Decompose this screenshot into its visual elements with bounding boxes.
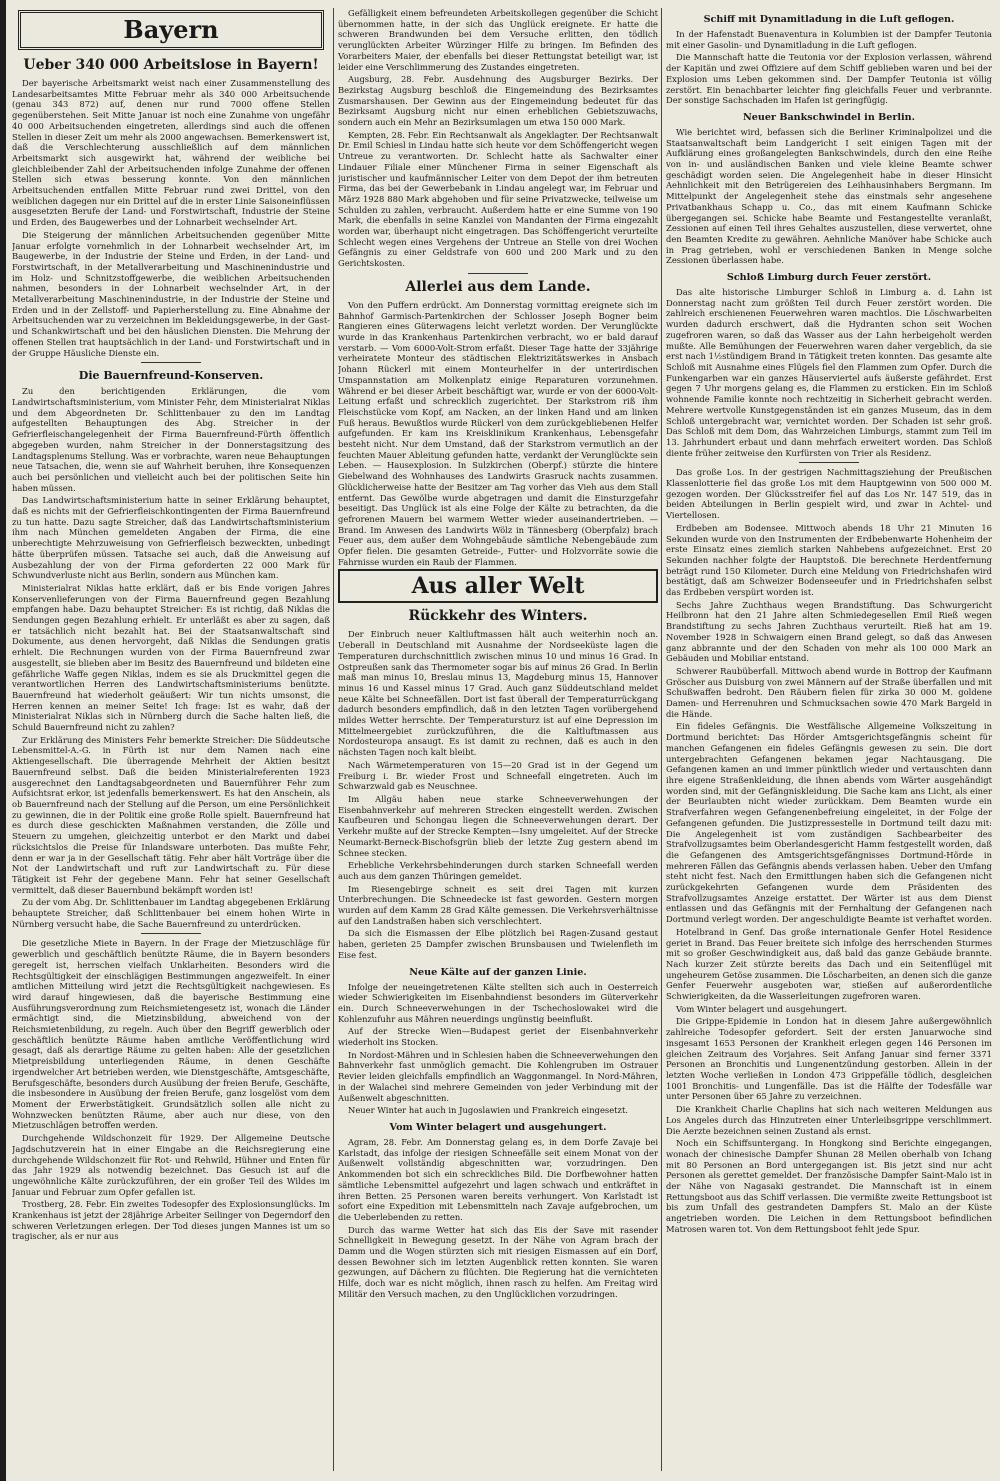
article-paragraph: In der Hafenstadt Buenaventura in Kolumbien ist der Dampfer Teutonia mit einer Gasolin- und Dynamitladung in die Luft geflogen. bbox=[666, 29, 992, 50]
article-paragraph: Das Landwirtschaftsministerium hatte in seiner Erklärung behauptet, daß es nichts mit der Gefrierfleischkontingenten der Firma Bauernfreund zu tun hatte. Dazu sagte Streicher, daß das Landwirtschaftsministerium ihm nach München gemeldeten Angaben der Firma, die eine unberechtigte Mehrzuweisung von Gefrierfleisch bezweckten, unbedingt hätte überprüfen müssen. Tatsache sei auch, daß die Anweisung auf Ausbezahlung der von der Firma geforderten 22 000 Mark für Schwundverluste nicht aus Berlin, sondern aus München kam. bbox=[12, 495, 330, 581]
article-paragraph: Das große Los. In der gestrigen Nachmittagsziehung der Preußischen Klassenlotterie fiel das große Los mit dem Hauptgewinn von 500 000 M. gezogen worden. Der Glücksstreifer fiel auf das Los Nr. 147 519, das in beiden Abteilungen in Berlin gespielt wird, und zwar in Achtel- und Viertellosen. bbox=[666, 467, 992, 521]
article-heading: Schiff mit Dynamitladung in die Luft geflogen. bbox=[703, 14, 955, 25]
article-paragraph: Augsburg, 28. Febr. Ausdehnung des Augsburger Bezirks. Der Bezirkstag Augsburg beschloß die Eingemeindung des Bezirksamtes Zusmarshausen. Der Gewinn aus der Eingemeindung bedeutet für das Bezirksamt Augsburg nicht nur einen erheblichen Gebietszuwachs, sondern auch ein Mehr an Bezirksumlagen um etwa 150 000 Mark. bbox=[338, 74, 658, 128]
article-paragraph: Hotelbrand in Genf. Das große internationale Genfer Hotel Residence geriet in Brand. Das Feuer breitete sich infolge des herrschenden Sturmes mit so großer Geschwindigkeit aus, daß bald das ganze Gebäude brannte. Nach kurzer Zeit stürzte bereits das Dach und ein Seitenflügel mit ungeheurem Getöse zusammen. Die Löscharbeiten, an denen sich die ganze Genfer Feuerwehr ausgeboten war, stießen auf außerordentliche Schwierigkeiten, da die Wasserleitungen zugefroren waren. bbox=[666, 926, 992, 1002]
article-paragraph: Kempten, 28. Febr. Ein Rechtsanwalt als Angeklagter. Der Rechtsanwalt Dr. Emil Schiesl in Lindau hatte sich heute vor dem Schöffengericht wegen Untreue zu verantworten. Dr. Schlecht hatte als Sachwalter einer Lindauer Filiale einer Münchener Firma in seiner Eigenschaft als juristischer und kaufmännischer Leiter von dem Depot der ihm betreuten Firma, das bei der Gewerbebank in Lindau angelegt war, im Februar und März 1928 880 Mark abgehoben und für seine Privatzwecke, teilweise um Schulden zu zahlen, verbraucht. Außerdem hatte er eine Summe von 190 Mark, die ebenfalls in seine Kanzlei von Mandanten der Firma eingezahlt worden war, überhaupt nicht eingetragen. Das Schöffengericht verurteilte Schlecht wegen eines Vergehens der Untreue an Stelle von drei Wochen Gefängnis zu einer Geldstrafe von 600 und 200 Mark und zu den Gerichtskosten. bbox=[338, 129, 658, 269]
article-paragraph: Erdbeben am Bodensee. Mittwoch abends 18 Uhr 21 Minuten 16 Sekunden wurde von den Instrumenten der Erdbebenwarte Hohenheim der erste Einsatz eines ziemlich starken Nahbebens aufgezeichnet. Erst 20 Sekunden nachher folgte der Hauptstoß. Die berechnete Herdentfernung beträgt rund 150 Kilometer. Durch eine Meldung von Friedrichshafen wird bestätigt, daß am Schweizer Bodenseeufer und in Friedrichshafen selbst das Erdbeben verspürt worden ist. bbox=[666, 522, 992, 598]
column-middle bbox=[338, 8, 658, 1471]
article-paragraph: Neuer Winter hat auch in Jugoslawien und Frankreich eingesetzt. bbox=[348, 1105, 628, 1116]
page-edge-shadow bbox=[0, 0, 6, 1481]
article-paragraph: Die Mannschaft hatte die Teutonia vor der Explosion verlassen, während der Kapitän und zwei Offiziere auf dem Schiff geblieben waren und bei der Explosion ums Leben gekommen sind. Der Dampfer Teutonia ist völlig zerstört. Ein benachbarter leichter fing gleichfalls Feuer und verbrannte. Der sonstige Sachschaden im Hafen ist geringfügig. bbox=[666, 52, 992, 106]
article-paragraph: Zu den berichtigenden Erklärungen, die vom Landwirtschaftsministerium, vom Minister Fehr, dem Ministerialrat Niklas und dem Abgeordneten Dr. Schlittenbauer zu den im Landtag aufgestellten Behauptungen des Abg. Streicher in der Gefrierfleischangelegenheit der Firma Bauernfreund-Fürth öffentlich abgegeben wurden, nahm Streicher in der Donnerstagsitzung des Landtagsplenums Stellung. Was er vorbrachte, waren neue Behauptungen neue Tatsachen, die, wenn sie auf Wahrheit beruhen, ihre Konsequenzen auch bei persönlichen und vielleicht auch bei der politischen Seite hin haben müssen. bbox=[12, 386, 330, 493]
article-paragraph: Das alte historische Limburger Schloß in Limburg a. d. Lahn ist Donnerstag nacht zum größten Teil durch Feuer zerstört worden. Die zahlreich erschienenen Feuerwehren waren machtlos. Die Löschwarbeiten wurden dadurch erschwert, daß die Hydranten schon seit Wochen zugefroren waren, so daß das Wasser aus der Lahn herbeigeholt werden mußte. Alle Bemühungen der Feuerwehren waren daher vergeblich, da sie erst nach 1½stündigem Brand in Tätigkeit treten konnten. Das gesamte alte Schloß mit Ausnahme eines Flügels fiel den Flammen zum Opfer. Durch die Funkengarben war ein ganzes Häuserviertel aufs äußerste gefährdet. Erst gegen 7 Uhr morgens gelang es, die Flammen zu ersticken. Ein im Schloß wohnende Familie konnte noch rechtzeitig in Sicherheit gebracht werden. Mehrere wertvolle Kunstgegenständen ist ein ganzes Museum, das in dem Schloß untergebracht war, vernichtet worden. Der Schaden ist sehr groß. Das Schloß mit dem Dom, das Wahrzeichen Limburgs, stammt zum Teil im 13. Jahrhundert erbaut und dann mehrfach erweitert worden. Das Schloß diente früher zeitweise den Kurfürsten von Trier als Residenz. bbox=[666, 287, 992, 458]
article-paragraph: Wie berichtet wird, befassen sich die Berliner Kriminalpolizei und die Staatsanwaltschaft beim Landgericht I seit einigen Tagen mit der Aufklärung eines großangelegten Bankschwindels, durch den eine Reihe von in- und ausländischen Banken und viele kleine Beamte schwer geschädigt worden seien. Die Angelegenheit habe in dieser Hinsicht Aehnlichkeit mit den Betrügereien des Leihhausinhabers Bergmann. Im Mittelpunkt der Angelegenheit stehe das einstmals sehr angesehene Privatbankhaus Schapp u. Co., das mit einem Kaufmann Schicke übergegangen sei. Schicke habe Beamte und Festangestellte veranlaßt, Zessionen auf einen Teil ihres Gehaltes auszustellen, diese verwertet, ohne den Beamten Kredite zu gewähren. Aehnliche Manöver habe Schicke auch in Prag getrieben, wohl er verschiedenen Banken in Menge solche Zessionen überlassen habe. bbox=[666, 126, 992, 266]
article-paragraph: Sechs Jahre Zuchthaus wegen Brandstiftung. Das Schwurgericht Heilbronn hat den 21 Jahre alten Schmiedegesellen Emil Rieß wegen Brandstiftung zu sechs Jahren Zuchthaus verurteilt. Rieß hat am 19. November 1928 in Schwaigern einen Brand gelegt, so daß das Anwesen ganz abbrannte und der den Schaden von mehr als 100 000 Mark an Gebäuden und Mobiliar entstand. bbox=[666, 599, 992, 664]
article-paragraph: Durchgehende Wildschonzeit für 1929. Der Allgemeine Deutsche Jagdschutzverein hat in einer Eingabe an die Reichsregierung eine durchgehende Wildschonzeit für Rot- und Rehwild, Hühner und Enten für das Jahr 1929 als notwendig bezeichnet. Das Gesuch ist auf die ungewöhnliche Kälte zurückzuführen, der ein großer Teil des Wildes im Januar und Februar zum Opfer gefallen ist. bbox=[12, 1133, 330, 1197]
article-paragraph: Trostberg, 28. Febr. Ein zweites Todesopfer des Explosionsunglücks. Im Krankenhaus ist jetzt der 28jährige Arbeiter Seilinger von Degerndorf den schweren Verletzungen erlegen. Der Tod dieses jungen Mannes ist um so tragischer, als er nur aus bbox=[12, 1199, 330, 1242]
article-paragraph: Im Riesengebirge schneit es seit drei Tagen mit kurzen Unterbrechungen. Die Schneedecke ist fast geworden. Gestern morgen wurden auf dem Kamm 28 Grad Kälte gemessen. Die Verkehrsverhältnisse auf den Landstraßen haben sich verschlechtert. bbox=[338, 883, 658, 926]
article-paragraph: Zur Erklärung des Ministers Fehr bemerkte Streicher: Die Süddeutsche Lebensmittel-A.-G. in Fürth ist nur dem Namen nach eine Aktiengesellschaft. Die überragende Mehrheit der Aktien besitzt Bauernfreund selbst. Daß die beiden Ministerialreferenten 1923 ausgerechnet den Landtagsabgeordneten und Bauernführer Fehr zum Aufsichtsrat erkor, ist jedenfalls bemerkenswert. Es hat den Anschein, als ob Bauernfreund nach der Stellung auf die Person, um eine Persönlichkeit zu gewinnen, die in der Politik eine große Rolle spielt. Bauernfreund hat es durch diese geschickten Maßnahmen verstanden, die Zölle und Steuern zu umgehen, gleichzeitig unterbot er den Markt und dabei rücksichtslos die Preise für Inlandsware unterboten. Das mußte Fehr, denn er war ja in der Gesellschaft tätig. Fehr aber hält Vorträge über die Not der Landwirtschaft und ruft zur Landwirtschaft zu. Für diese Tätigkeit ist Fehr der gegebene Mann. Fehr hat seiner Gesellschaft vermittelt, daß dieser Bauernbund bekämpft worden ist! bbox=[12, 734, 330, 895]
article-paragraph: Nach Wärmetemperaturen von 15—20 Grad ist in der Gegend um Freiburg i. Br. wieder Frost und Schneefall eingetreten. Auch im Schwarzwald gab es Neuschnee. bbox=[338, 759, 658, 792]
article-heading: Rückkehr des Winters. bbox=[408, 608, 588, 625]
article-heading: Die Bauernfreund-Konserven. bbox=[78, 369, 264, 383]
article-heading: Neue Kälte auf der ganzen Linie. bbox=[409, 966, 587, 978]
separator bbox=[141, 362, 201, 363]
article-paragraph: Von den Puffern erdrückt. Am Donnerstag vormittag ereignete sich im Bahnhof Garmisch-Partenkirchen der Schlosser Joseph Bogner beim Rangieren eines Güterwagens leicht verletzt worden. Der Verunglückte wurde in das Krankenhaus Partenkirchen verbracht, wo er bald darauf verstarb. — Vom 6000-Volt-Strom erfaßt. Dieser Tage hatte der 33jährige verheiratete Monteur des städtischen Elektrizitätswerkes in Ansbach Johann Rückerl mit einem Monteurhelfer in der unterirdischen Umspannstation am Molkenplatz einige Reparaturen vorzunehmen. Während er bei dieser Arbeit beschäftigt war, wurde er von der 6000-Volt-Leitung erfaßt und schrecklich zugerichtet. Der Starkstrom riß ihm Fleischstücke vom Kopf, am Nacken, an der linken Hand und am linken Fuß heraus. Bewußtlos wurde Rückerl von dem zurückgebliebenen Helfer aufgefunden. Er kam ins Kreisklinikum Krankenhaus, Lebensgefahr besteht nicht. Nur dem Umstand, daß der Starkstrom vermutlich an der feuchten Mauer Ableitung gefunden hatte, verdankt der Verunglückte sein Leben. — Hausexplosion. In Sulzkirchen (Oberpf.) stürzte die hintere Giebelwand des Wohnhauses des Landwirts Grasruck nachts zusammen. Glücklicherweise hatte der Besitzer am Tag vorher das Vieh aus dem Stall entfernt. Das Gewölbe wurde abgetragen und damit die Einsturzgefahr beseitigt. Das Unglück ist als eine Folge der Kälte zu betrachten, da die gefrorenen Mauern bei warmem Wetter wieder auseinandertrieben. — Brand. Im Anwesen des Landwirts Wölz in Tännesberg (Oberpfalz) brach Feuer aus, dem außer dem Wohngebäude sämtliche Nebengebäude zum Opfer fielen. Die gesamten Getreide-, Futter- und Holzvorräte sowie die Fahrnisse wurden ein Raub der Flammen. bbox=[338, 299, 658, 567]
article-paragraph: Gefälligkeit einem befreundeten Arbeitskollegen gegenüber die Schicht übernommen hatte, in der sich das Unglück ereignete. Er hatte die schweren Brandwunden bei dem Versuche erlitten, den tödlich verunglückten Arbeiter Würzinger Hilfe zu bringen. Im Befinden des Vorarbeiters Maier, der ebenfalls bei dieser Rettungstat beteiligt war, ist leider eine Verschlimmerung des Zustandes eingetreten. bbox=[338, 8, 658, 72]
separator bbox=[141, 933, 201, 934]
column-left bbox=[12, 8, 330, 1471]
article-paragraph: Erhebliche Verkehrsbehinderungen durch starken Schneefall werden auch aus dem ganzen Thüringen gemeldet. bbox=[338, 860, 658, 881]
section-title-bayern: Bayern bbox=[18, 10, 324, 50]
article-paragraph: Die Steigerung der männlichen Arbeitsuchenden gegenüber Mitte Januar erfolgte vornehmlich in der Lohnarbeit wechselnder Art, im Baugewerbe, in der Industrie der Steine und Erden, in der Land- und Forstwirtschaft, in der Metallverarbeitung und Maschinenindustrie und im Holz- und Schnitzstoffgewerbe, die weiblichen Arbeitsuchenden nahmen, besonders in der Lohnarbeit wechselnder Art, in der Metallverarbeitung Maschinenindustrie, in der Industrie der Steine und Erden und in der Zellstoff- und Papierherstellung zu. Eine Abnahme der Arbeitsuchenden war zu verzeichnen im Bekleidungsgewerbe, in der Gast- und Schankwirtschaft und bei den häuslichen Diensten. Die Mehrung der offenen Stellen trat hauptsächlich in der Land- und Forstwirtschaft und in der Gruppe Häusliche Dienste ein. bbox=[12, 229, 330, 358]
article-heading: Vom Winter belagert und ausgehungert. bbox=[389, 1121, 607, 1133]
article-paragraph: Die Krankheit Charlie Chaplins hat sich nach weiteren Meldungen aus Los Angeles durch das Hinzutreten einer Unterleibsgrippe verschlimmert. Die Aerzte bezeichnen seinen Zustand als ernst. bbox=[666, 1104, 992, 1136]
separator bbox=[799, 462, 859, 463]
article-paragraph: Agram, 28. Febr. Am Donnerstag gelang es, in dem Dorfe Zavaje bei Karlstadt, das infolge der riesigen Schneefälle seit einem Monat von der Außenwelt vollständig abgeschnitten war, vorzudringen. Den Ankommenden bot sich ein schreckliches Bild. Die Dorfbewohner hatten sämtliche Lebensmittel aufgezehrt und lagen schwach und entkräftet in ihren Betten. 25 Personen waren bereits verhungert. Von Karlstadt ist sofort eine Expedition mit Lebensmitteln nach Zavaje aufgebrochen, um die Ueberlebenden zu retten. bbox=[338, 1136, 658, 1222]
article-paragraph: Ein fideles Gefängnis. Die Westfälische Allgemeine Volkszeitung in Dortmund berichtet: Das Hörder Amtsgerichtsgefängnis scheint für manchen Gefangenen ein fideles Gefängnis gewesen zu sein. Die dort untergebrachten Gefangenen bekamen jegar Nachtausgang. Die Gefangenen kamen an und immer pünktlich wieder und vertauschten dann ihre eigene Straßenkleidung, die ihnen abends vom Wärter ausgehändigt worden sind, mit der Gefängniskleidung. Die Sache kam ans Licht, als einer der Beurlaubten nicht wieder zurückkam. Dem Beamten wurde ein Strafverfahren wegen Gefangenenbefreiung eingeleitet, in der Folge der Gefangenen gefunden. Die Justizpressestelle in Dortmund teilt dazu mit: Die Angelegenheit ist vom zuständigen Sachbearbeiter des Strafvollzugsamtes beim Oberlandesgericht Hamm festgestellt worden, daß die Gefangenen des Amtsgerichtsgefängnisses Dortmund-Hörde in mehreren Fällen das Gefängnis abends verlassen haben. Ueber den Umfang steht nicht fest. Nach den Ermittlungen haben sich die Gefangenen nicht zurückgekehrten Gefangenen wurde dem Präsidenten des Strafvollzugsamtes Anzeige erstattet. Der Wärter ist aus dem Dienst entlassen und das Gefängnis mit der Fernhaltung der Gefangenen nach Dortmund verlegt worden. Der angeschuldigte Beamte ist verhaftet worden. bbox=[666, 721, 992, 925]
article-paragraph: Im Allgäu haben neue starke Schneeverwehungen der Eisenbahnverkehr auf mehreren Strecken eingestellt werden. Zwischen Kaufbeuren und Schongau liegen die Schneeverwehungen derart. Der Verkehr mußte auf der Strecke Kempten—Isny umgeleitet. Auf der Strecke Neumarkt-Berneck-Bischofsgrün blieb der letzte Zug gestern abend im Schnee stecken. bbox=[338, 794, 658, 858]
article-paragraph: In Nordost-Mähren und in Schlesien haben die Schneeverwehungen den Bahnverkehr fast unmöglich gemacht. Die Kohlengruben im Ostrauer Revier leiden gleichfalls empfindlich an Waggonmangel. In Nord-Mähren, in der Walachei sind mehrere Gemeinden von jeder Verbindung mit der Außenwelt abgeschnitten. bbox=[338, 1049, 658, 1103]
article-paragraph: Da sich die Eismassen der Elbe plötzlich bei Ragen-Zusand gestaut haben, gerieten 25 Dampfer zwischen Brunsbausen und Twielenfleth im Eise fest. bbox=[338, 928, 658, 960]
article-paragraph: Der Einbruch neuer Kaltluftmassen hält auch weiterhin noch an. Ueberall in Deutschland mit Ausnahme der Nordseeküste lagen die Temperaturen durchschnittlich zwischen minus 10 und minus 16 Grad. In Ostpreußen sank das Thermometer sogar bis auf minus 26 Grad. In Berlin maß man minus 10, Breslau minus 13, Magdeburg minus 15, Hannover minus 16 und Kassel minus 17 Grad. Auch ganz Süddeutschland meldet neue Kälte bei Schneefällen. Dort ist fast überall der Temperaturrückgang dadurch besonders empfindlich, daß in den letzten Tagen vorübergehend mildes Wetter herrschte. Der Temperatursturz ist auf eine Depression im Mittelmeergebiet zurückzuführen, die die Kaltluftmassen aus Nordosteuropa ansaugt. Es ist damit zu rechnen, daß es auch in den nächsten Tagen noch kalt bleibt. bbox=[338, 629, 658, 758]
column-rule bbox=[661, 8, 662, 1471]
article-paragraph: Vom Winter belagert und ausgehungert. bbox=[676, 1003, 848, 1014]
article-paragraph: Die gesetzliche Miete in Bayern. In der Frage der Mietzuschläge für gewerblich und geschäftlich benützte Räume, die in Bayern besonders geregelt ist, herrschen vielfach Unklarheiten. Besonders wird die Rechtsgültigkeit der einschlägigen Bestimmungen angezweifelt. In einer amtlichen Mitteilung wird jetzt die Rechtsgültigkeit nachgewiesen. Es wird darauf hingewiesen, daß die bayerische Bestimmung eine Ausführungsverordnung zum Reichsmietengesetz ist, wonach die Länder ermächtigt sind, die Mietzinsbildung, abweichend von der Reichsmietenbildung, zu regeln. Auch über den Begriff gewerblich oder geschäftlich benützte Räume haben amtliche Veröffentlichung wird gesagt, daß als derartige Räume zu gelten haben: Alle der gesetzlichen Mietpreisbildung unterliegenden Räume, in denen Geschäfte irgendwelcher Art betrieben werden, wie Dienstgeschäfte, Amtsgeschäfte, Berufsgeschäfte, besonders durch Ausübung der freien Berufe, Geschäfte, die insbesondere in Ausübung der freien Berufe, ganz losgelöst vom dem Moment der Erwerbstätigkeit. Grundsätzlich sollen alle nicht zu Wohnzwecken benützten Räume, aber auch nur diese, von den Mietzuschlägen betroffen werden. bbox=[12, 938, 330, 1131]
column-right bbox=[666, 8, 992, 1471]
article-paragraph: Durch das warme Wetter hat sich das Eis der Save mit rasender Schnelligkeit in Bewegung gesetzt. In der Nähe von Agram brach der Damm und die Wogen stürzten sich mit riesigen Eismassen auf ein Dorf, dessen Bewohner sich im letzten Augenblick retten konnten. Sie waren gezwungen, auf Dächern zu flüchten. Die Regierung hat die vernichteten Hilfe, doch war es nicht möglich, ihnen rasch zu helfen. Am Freitag wird Militär den Versuch machen, zu den Unglücklichen vorzudringen. bbox=[338, 1224, 658, 1299]
section-title-aus-aller-welt: Aus aller Welt bbox=[411, 573, 585, 600]
article-paragraph: Auf der Strecke Wien—Budapest geriet der Eisenbahnverkehr wiederholt ins Stocken. bbox=[338, 1026, 658, 1048]
article-paragraph: Schwerer Raubüberfall. Mittwoch abend wurde in Bottrop der Kaufmann Gröscher aus Duisburg von zwei Männern auf der Straße überfallen und mit Schußwaffen bedroht. Den Räubern fielen für zirka 30 000 M. goldene Damen- und Herrenuhren und Schmucksachen sowie 470 Mark Bargeld in die Hände. bbox=[666, 665, 992, 719]
article-paragraph: Zu der vom Abg. Dr. Schlittenbauer im Landtag abgegebenen Erklärung behauptete Streicher, daß Schlittenbauer bei einem hohen Wirte in Nürnberg versucht habe, die Sache Bauernfreund zu unterdrücken. bbox=[12, 897, 330, 929]
article-paragraph: Noch ein Schiffsuntergang. In Hongkong sind Berichte eingegangen, wonach der chinesische Dampfer Shunan 28 Meilen oberhalb von Ichang mit 80 Personen an Bord untergegangen ist. Bis jetzt sind nur acht Personen als gerettet gemeldet. Der französische Dampfer Saint-Malo ist in der Nähe von Nagasaki gestrandet. Die Mannschaft ist in einem Rettungsboot aus das Schiff verlassen. Die vermißte zweite Rettungsboot ist bis zum Unfall des gestrandeten Dampfers St. Malo an der Küste angetrieben worden. Die Leichen in dem Rettungsboot befindlichen Matrosen waren tot. Von dem Rettungsboot fehlt jede Spur. bbox=[666, 1138, 992, 1234]
article-heading: Schloß Limburg durch Feuer zerstört. bbox=[726, 272, 932, 284]
article-paragraph: Ministerialrat Niklas hatte erklärt, daß er bis Ende vorigen Jahres Konservenlieferungen von der Firma Bauernfreund gegen Bezahlung empfangen habe. Dazu behauptet Streicher: Es ist richtig, daß Niklas die Sendungen gegen Bezahlung erhielt. Er unterläßt es aber zu sagen, daß er tatsächlich nicht bezahlt hat. Bei der Staatsanwaltschaft sind Dokumente, aus denen hervorgeht, daß Niklas die Sendungen gratis erhielt. Die Rechnungen wurden von der Firma Bauernfreund zwar ausgestellt, sie blieben aber im Besitz des Bauernfreund und bildeten eine gefährliche Waffe gegen Niklas, indem es sie als Druckmittel gegen die verantwortlichen Herren des Landwirtschaftsministeriums benützte. Bauernfreund hat wiederholt geäußert: Wir tun nichts umsonst, die Herren kennen an meiner Seite! Ich frage: Ist es wahr, daß der Ministerialrat Niklas sich in Nürnberg durch die Sache halten ließ, die Schuld Bauernfreund nicht zu zahlen? bbox=[12, 582, 330, 733]
article-heading: Neuer Bankschwindel in Berlin. bbox=[742, 111, 916, 123]
separator bbox=[468, 273, 528, 274]
section-box-aus-aller-welt bbox=[338, 569, 658, 603]
article-paragraph: Die Grippe-Epidemie in London hat in diesem Jahre außergewöhnlich zahlreiche Todesopfer gefordert. Seit der ersten Januarwoche sind insgesamt 1653 Personen der Krankheit erlegen gegen 146 Personen im gleichen Zeitraum des Vorjahres. Seit Anfang Januar sind ferner 3371 Personen an Bronchitis und Lungenentzündung gestorben. Allein in der letzten Woche verließen in London 473 Grippefälle tödlich, desgleichen 1001 Bronchitis- und Lungenfälle. Das ist die Hälfte der Todesfälle war unter Personen über 65 Jahre zu verzeichnen. bbox=[666, 1016, 992, 1102]
article-paragraph: Der bayerische Arbeitsmarkt weist nach einer Zusammenstellung des Landesarbeitsamtes Mitte Februar mehr als 340 000 Arbeitsuchende (genau 343 872) auf, denen nur rund 7000 offene Stellen gegenüberstehen. Seit Mitte Januar ist noch eine Zunahme von ungefähr 40 000 Arbeitsuchenden eingetreten, allerdings sind auch die offenen Stellen in dieser Zeit um mehr als 2000 angewachsen. Bemerkenswert ist, daß die Verschlechterung ausschließlich auf dem männlichen Arbeitsmarkt sich ausgewirkt hat, während der weibliche bei gleichbleibender Zahl der Arbeitsuchenden infolge Zunahme der offenen Stellen sich etwas besserung konnte. Von den männlichen Arbeitsuchenden entfallen Mitte Februar rund zwei Drittel, von den weiblichen dagegen nur ein Drittel auf die in erster Linie Saisoneinflüssen ausgesetzten Berufe der Land- und Forstwirtschaft, Industrie der Steine und Erden, des Baugewerbes und der Lohnarbeit wechselnder Art. bbox=[12, 78, 330, 228]
column-rule bbox=[333, 8, 334, 1471]
headline: Ueber 340 000 Arbeitslose in Bayern! bbox=[23, 57, 319, 73]
article-heading: Allerlei aus dem Lande. bbox=[405, 278, 591, 295]
article-paragraph: Infolge der neueingetretenen Kälte stellten sich auch in Oesterreich wieder Schwierigkeiten im Eisenbahndienst besonders im Güterverkehr ein. Durch Schneeverwehungen in der Tschechoslowakei wird die Kohlenzufuhr aus Mähren neuerdings ungünstig beeinflußt. bbox=[338, 981, 658, 1024]
